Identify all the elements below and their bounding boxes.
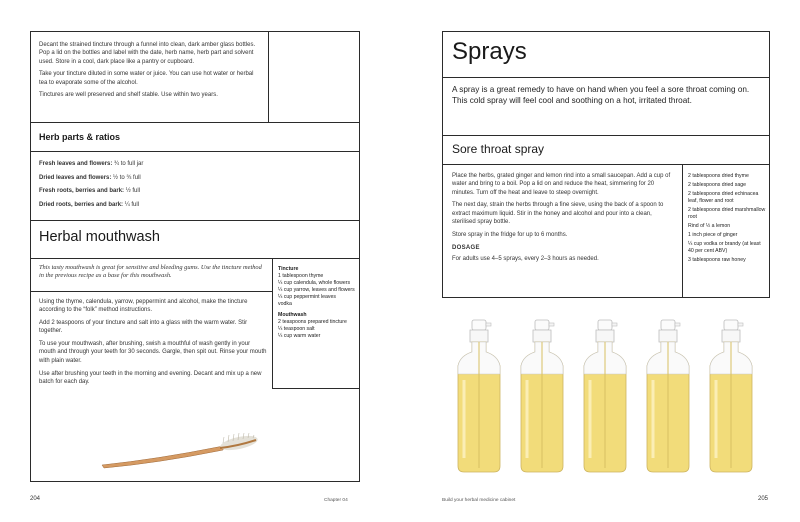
ingredient: ¼ cup vodka or brandy (at least 40 per cent ABV)	[688, 241, 761, 254]
ratio-item: Dried leaves and flowers: ½ to ¾ full	[39, 174, 141, 181]
recipe-column-divider	[682, 164, 683, 298]
paragraph: Decant the strained tincture through a funnel into clean, dark amber glass bottles. Pop a lid on the bottles and label with the date, herb name, herb part and solvent used. Store in a cool, dark place like a pantry or cupboard.	[39, 42, 256, 65]
ingredient: 1 inch piece of ginger	[688, 232, 738, 238]
recipe-method	[452, 172, 674, 268]
spray-bottles-illustration	[450, 318, 770, 480]
ingredient: 2 tablespoons dried marshmallow root	[688, 207, 766, 220]
right-page-number: 205	[758, 496, 769, 502]
paragraph: Tinctures are well preserved and shelf stable. Use within two years.	[39, 92, 218, 99]
tincture-instructions	[39, 41, 261, 104]
paragraph: Using the thyme, calendula, yarrow, peppermint and alcohol, make the tincture according to the “folk” method instructions.	[39, 299, 248, 314]
spray-ingredients	[688, 173, 766, 264]
footer-title: Build your herbal medicine cabinet	[442, 498, 516, 503]
ingredient: ¼ cup yarrow, leaves and flowers	[278, 287, 355, 293]
ingredient: 2 tablespoons dried echinacea leaf, flower and root	[688, 191, 759, 204]
ratio-item: Fresh roots, berries and bark: ½ full	[39, 188, 141, 194]
ingredient: ¼ teaspoon salt	[278, 326, 315, 332]
mouthwash-ingredients	[278, 266, 356, 340]
mouthwash-title: Herbal mouthwash	[39, 229, 160, 245]
paragraph: Use after brushing your teeth in the morning and evening. Decant and mix up a new batch for each day.	[39, 370, 262, 385]
toothbrush-illustration	[98, 425, 268, 473]
ingredient: 3 tablespoons raw honey	[688, 257, 746, 263]
tincture-heading: Tincture	[278, 266, 299, 272]
mouthwash-column-divider	[272, 258, 273, 389]
mouthwash-intro: This tasty mouthwash is great for sensitive and bleeding gums. Use the tincture method in the previous recipe as a base for this mouthwash.	[39, 264, 262, 280]
ingredient: 2 tablespoons dried thyme	[688, 173, 749, 179]
mouthwash-title-divider	[30, 258, 360, 259]
left-page-number: 204	[30, 496, 41, 502]
ingredient: vodka	[278, 301, 292, 307]
ingredient: ¼ cup warm water	[278, 333, 321, 339]
paragraph: The next day, strain the herbs through a fine sieve, using the back of a spoon to extract maximum liquid. Stir in the honey and alcohol and pour into a clean, sterilised spray bottle.	[452, 202, 664, 225]
mouthwash-column-bottom	[272, 388, 360, 389]
ratios-heading: Herb parts & ratios	[39, 132, 121, 142]
left-top-divider	[268, 31, 360, 123]
ingredient: 2 tablespoons dried sage	[688, 182, 746, 188]
ingredient: Rind of ½ a lemon	[688, 223, 731, 229]
ratios-list	[39, 158, 279, 212]
mouthwash-heading: Mouthwash	[278, 312, 307, 318]
mouthwash-method	[39, 298, 267, 391]
dosage-heading: DOSAGE	[452, 244, 480, 251]
sprays-title: Sprays	[452, 38, 527, 65]
ingredient: ¼ cup peppermint leaves	[278, 294, 336, 300]
paragraph: Store spray in the fridge for up to 6 months.	[452, 231, 568, 238]
ratio-item: Fresh leaves and flowers: ¾ to full jar	[39, 161, 144, 167]
paragraph: To use your mouthwash, after brushing, swish a mouthful of wash gently in your mouth and through your teeth for 30 seconds. Gargle, then spit out. Rinse your mouth with plain water.	[39, 341, 267, 364]
ratios-title-divider	[30, 151, 360, 152]
dosage-text: For adults use 4–5 sprays, every 2–3 hours as needed.	[452, 255, 599, 262]
paragraph: Take your tincture diluted in some water or juice. You can use hot water or herbal tea to evaporate some of the alcohol.	[39, 71, 254, 86]
ingredient: 2 teaspoons prepared tincture	[278, 319, 347, 325]
sprays-intro: A spray is a great remedy to have on hand when you feel a sore throat coming on. This cold spray will feel cool and soothing on a hot, irritated throat.	[452, 85, 750, 106]
ratios-divider	[30, 122, 360, 123]
mouthwash-top-divider	[30, 220, 360, 221]
paragraph: Place the herbs, grated ginger and lemon rind into a small saucepan. Add a cup of water and bring to a boil. Pop a lid on and reduce the heat, simmering for 20 minutes. Turn off the heat and leave to steep overnight.	[452, 173, 671, 196]
ratio-item: Dried roots, berries and bark: ¼ full	[39, 201, 140, 208]
recipe-title: Sore throat spray	[452, 142, 545, 156]
intro-divider	[30, 291, 273, 292]
ingredient: ¼ cup calendula, whole flowers	[278, 280, 351, 286]
paragraph: Add 2 teaspoons of your tincture and salt into a glass with the warm water. Stir together.	[39, 320, 248, 335]
chapter-label: Chapter 04	[324, 498, 348, 503]
ingredient: 1 tablespoon thyme	[278, 273, 324, 279]
